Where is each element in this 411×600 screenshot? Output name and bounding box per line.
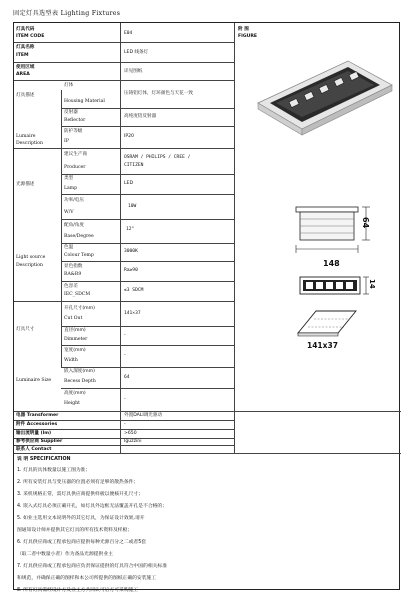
spec-line-2: 2. 所有安装灯具与变压器的位置必须有足够的散热条件；	[17, 480, 139, 485]
diameter-label-cn: 直径(mm)	[64, 328, 86, 333]
spec-line-4: 4. 嵌入式灯具必须正确开孔，如灯具外边框无法覆盖开孔是不合格的；	[17, 504, 168, 509]
lumen-label: 输出流明量 (lm)	[16, 431, 52, 436]
diameter-value: -	[124, 333, 126, 338]
height-value: -	[124, 397, 126, 402]
ip-value: IP20	[124, 134, 134, 139]
spec-line-7: 6. 灯具供应商或工程承包商应提供每种光源百分之二或者5套	[17, 540, 147, 545]
width-label-cn: 宽度(mm)	[64, 348, 86, 353]
recess-label-en: Recess Depth	[64, 379, 96, 384]
wattage-value: 10W	[128, 204, 137, 209]
ip-label-en: IP	[64, 139, 69, 144]
transformer-value: 外置DALI调光驱动	[124, 413, 163, 418]
height-label-cn: 高度(mm)	[64, 391, 86, 396]
item-name-label-cn: 灯具名称	[16, 45, 35, 50]
reflector-label-en: Reflector	[64, 118, 86, 123]
sdcm-label-en: IEC_SDCM	[64, 292, 91, 297]
beam-value: 12°	[126, 227, 135, 232]
area-value: 详见图纸	[124, 69, 143, 74]
supplier-value: Iguzzini	[124, 439, 142, 444]
spec-line-8: （取二者中数量小者）作为备品光源提供业主	[17, 552, 113, 557]
beam-label-en: Base/Degree	[64, 234, 94, 239]
lamp-label-en: Lamp	[64, 186, 78, 191]
spec-line-11: 8. 所有灯具需经设计方及业主方共同认可后方可采购施工	[17, 588, 139, 593]
wattage-label-en: W/V	[64, 210, 74, 215]
item-code-label-cn: 灯具代码	[16, 27, 35, 32]
lamp-value: LED	[124, 181, 133, 186]
reflector-label-cn: 反射器	[64, 110, 78, 115]
housing-label-en: Housing Material	[64, 99, 105, 104]
producer-label-en: Producer	[64, 165, 86, 170]
dimension-small-label: 14	[368, 279, 376, 289]
area-label-en: AREA	[16, 72, 30, 77]
item-name-value: LED 线条灯	[124, 50, 149, 55]
dimension-width-label: 148	[323, 259, 340, 268]
ip-label-cn: 防护等级	[64, 129, 83, 134]
light-source-group-cn: 光源描述	[16, 182, 35, 187]
spec-sheet	[13, 22, 400, 593]
figure-label-cn: 附 图	[238, 27, 249, 32]
spec-line-10: 和规范，并确保正确的图样和本公司所提供的图纸正确的安装施工	[17, 576, 157, 581]
size-group-en: Luminaire Size	[16, 378, 52, 383]
fixture-front-view	[298, 273, 374, 299]
cri-value: Ra≥90	[124, 268, 138, 273]
item-name-label-en: ITEM	[16, 53, 29, 58]
cutout-drawing	[294, 305, 364, 345]
luminaire-group-en2: Description	[16, 141, 43, 146]
recess-label-cn: 嵌入深度(mm)	[64, 369, 95, 374]
width-value: -	[124, 353, 126, 358]
beam-label-cn: 配角/角度	[64, 223, 84, 228]
recess-value: 64	[124, 375, 130, 380]
spec-line-9: 7. 灯具供应商或工程承包商应负责保证提供的灯具符合中国的相关标准	[17, 564, 168, 569]
cri-label-en: RA&R9	[64, 272, 82, 277]
fixture-side-elevation	[290, 199, 400, 271]
cutout-label-en: Cut Out	[64, 316, 83, 321]
dimension-depth-label: 64	[361, 217, 370, 229]
cutout-label-cn: 开孔尺寸(mm)	[64, 306, 95, 311]
producer-value-2: CITIZEN	[124, 163, 144, 168]
spec-heading: 说 明 SPECIFICATION	[17, 457, 71, 462]
cct-label-en: Colour Temp	[64, 253, 94, 258]
housing-label-cn: 灯体	[64, 83, 74, 88]
producer-value-1: OSRAM / PHILIPS / CREE /	[124, 155, 191, 160]
width-label-en: Width	[64, 358, 78, 363]
contact-label: 联系人 Contact	[16, 447, 52, 452]
height-label-en: Height	[64, 401, 80, 406]
cri-label-cn: 显色指数	[64, 264, 83, 269]
size-group-cn: 灯具尺寸	[16, 327, 35, 332]
producer-label-cn: 建议生产商	[64, 152, 87, 157]
figure-label-en: FIGURE	[238, 34, 258, 39]
light-source-group-en1: Light source	[16, 255, 46, 260]
item-code-label-en: ITEM CODE	[16, 34, 45, 39]
accessories-value: -	[124, 422, 126, 427]
housing-value: 压铸铝灯体，灯环颜色与天花一致	[124, 91, 193, 96]
cutout-value: 141×37	[124, 311, 141, 316]
area-label-cn: 使用区域	[16, 65, 35, 70]
accessories-label: 附件 Accessories	[16, 422, 58, 427]
cct-label-cn: 色温	[64, 245, 74, 250]
light-source-group-en2: Description	[16, 263, 43, 268]
lumen-value: >650	[124, 431, 137, 436]
reflector-value: 高纯度铝反射器	[124, 114, 157, 119]
luminaire-group-en1: Lumaire	[16, 134, 36, 139]
page-title: 固定灯具选型表 Lighting Fixtures	[13, 10, 121, 17]
cct-value: 3000K	[124, 249, 138, 254]
diameter-label-en: Dimmeter	[64, 337, 88, 342]
supplier-label: 参考供应商 Supplier	[16, 439, 63, 444]
sdcm-label-cn: 色容差	[64, 284, 78, 289]
spec-line-6: 图通知设计师并提供其它灯具的所有技术资料及样板；	[17, 528, 133, 533]
spec-line-1: 1. 灯具的具体数量以施工图为准；	[17, 468, 91, 473]
item-code-value: E04	[124, 31, 133, 36]
cutout-dimension-label: 141x37	[307, 341, 338, 350]
spec-line-3: 3. 采机规格正常，需灯具供应商提供样板以便核开孔尺寸；	[17, 492, 144, 497]
lamp-label-cn: 类型	[64, 176, 74, 181]
transformer-label: 电器 Transformer	[16, 413, 59, 418]
fixture-perspective-drawing	[250, 51, 398, 141]
luminaire-group-cn: 灯具描述	[16, 93, 35, 98]
sdcm-value: ≤3 SDCM	[124, 288, 144, 293]
wattage-label-cn: 功率/电压	[64, 198, 84, 203]
spec-line-5: 5. 如业主选用文本说明外的其它灯具，为保证设计效果,请开	[17, 516, 145, 521]
